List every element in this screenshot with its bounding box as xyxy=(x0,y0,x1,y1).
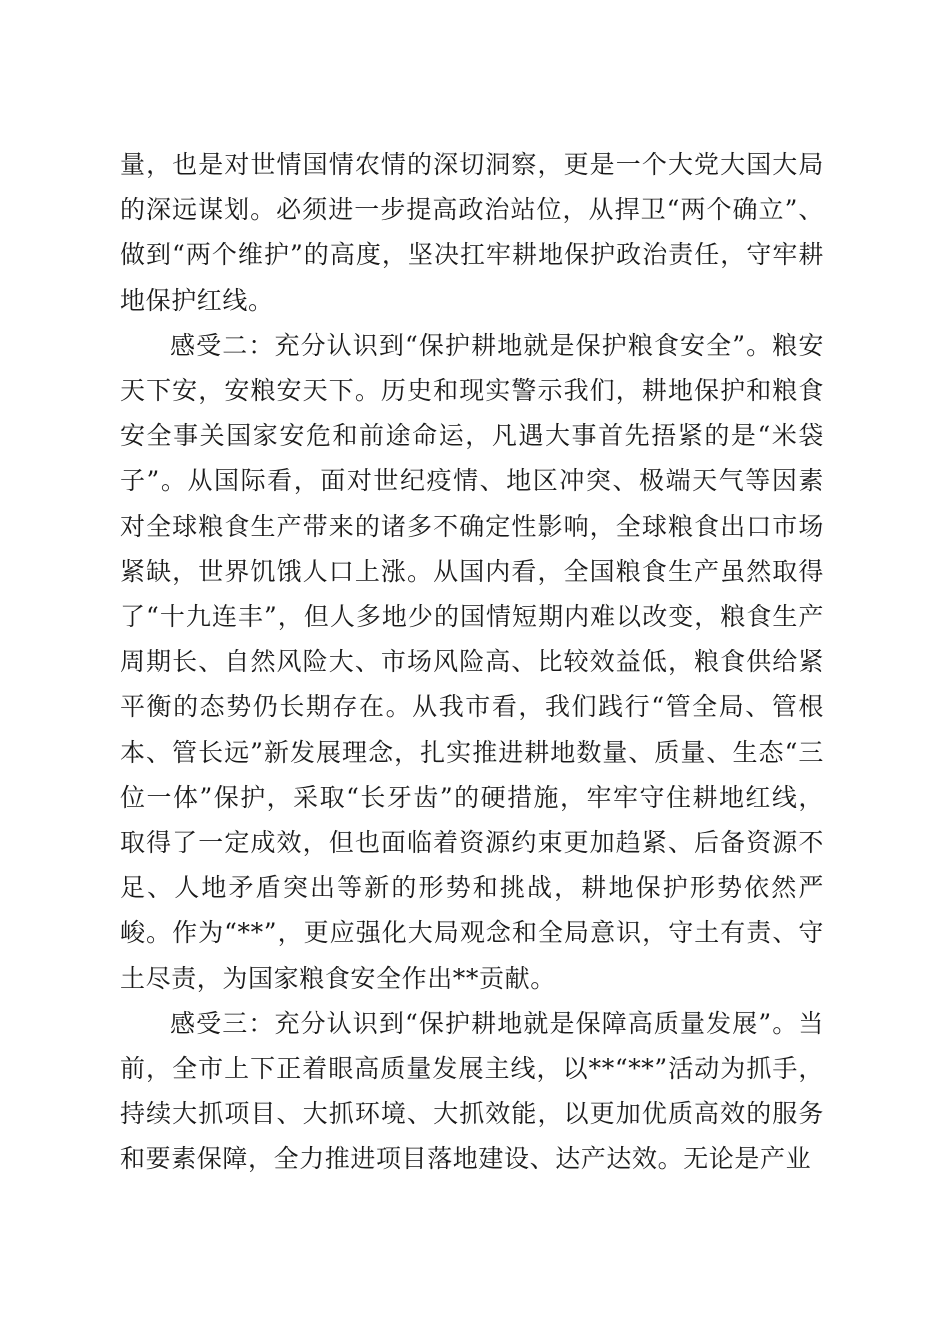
paragraph-feeling-three: 感受三：充分认识到“保护耕地就是保障高质量发展”。当前，全市上下正着眼高质量发展主线，以**“**”活动为抓手，持续大抓项目、大抓环境、大抓效能，以更加优质高效的服务和要素保障，全力推进项目落地建设、达产达效。无论是产业 xyxy=(120,1008,824,1174)
paragraph-feeling-two: 感受二：充分认识到“保护耕地就是保护粮食安全”。粮安天下安，安粮安天下。历史和现实警示我们，耕地保护和粮食安全事关国家安危和前途命运，凡遇大事首先捂紧的是“米袋子”。从国际看，面对世纪疫情、地区冲突、极端天气等因素对全球粮食生产带来的诸多不确定性影响，全球粮食出口市场紧缺，世界饥饿人口上涨。从国内看，全国粮食生产虽然取得了“十九连丰”，但人多地少的国情短期内难以改变，粮食生产周期长、自然风险大、市场风险高、比较效益低，粮食供给紧平衡的态势仍长期存在。从我市看，我们践行“管全局、管根本、管长远”新发展理念，扎实推进耕地数量、质量、生态“三位一体”保护，采取“长牙齿”的硬措施，牢牢守住耕地红线，取得了一定成效，但也面临着资源约束更加趋紧、后备资源不足、人地矛盾突出等新的形势和挑战，耕地保护形势依然严峻。作为“**”，更应强化大局观念和全局意识，守土有责、守土尽责，为国家粮食安全作出**贡献。 xyxy=(120,330,824,993)
document-body xyxy=(120,142,824,1182)
paragraph-continuation: 量，也是对世情国情农情的深切洞察，更是一个大党大国大局的深远谋划。必须进一步提高政治站位，从捍卫“两个确立”、做到“两个维护”的高度，坚决扛牢耕地保护政治责任，守牢耕地保护红线。 xyxy=(120,150,824,315)
